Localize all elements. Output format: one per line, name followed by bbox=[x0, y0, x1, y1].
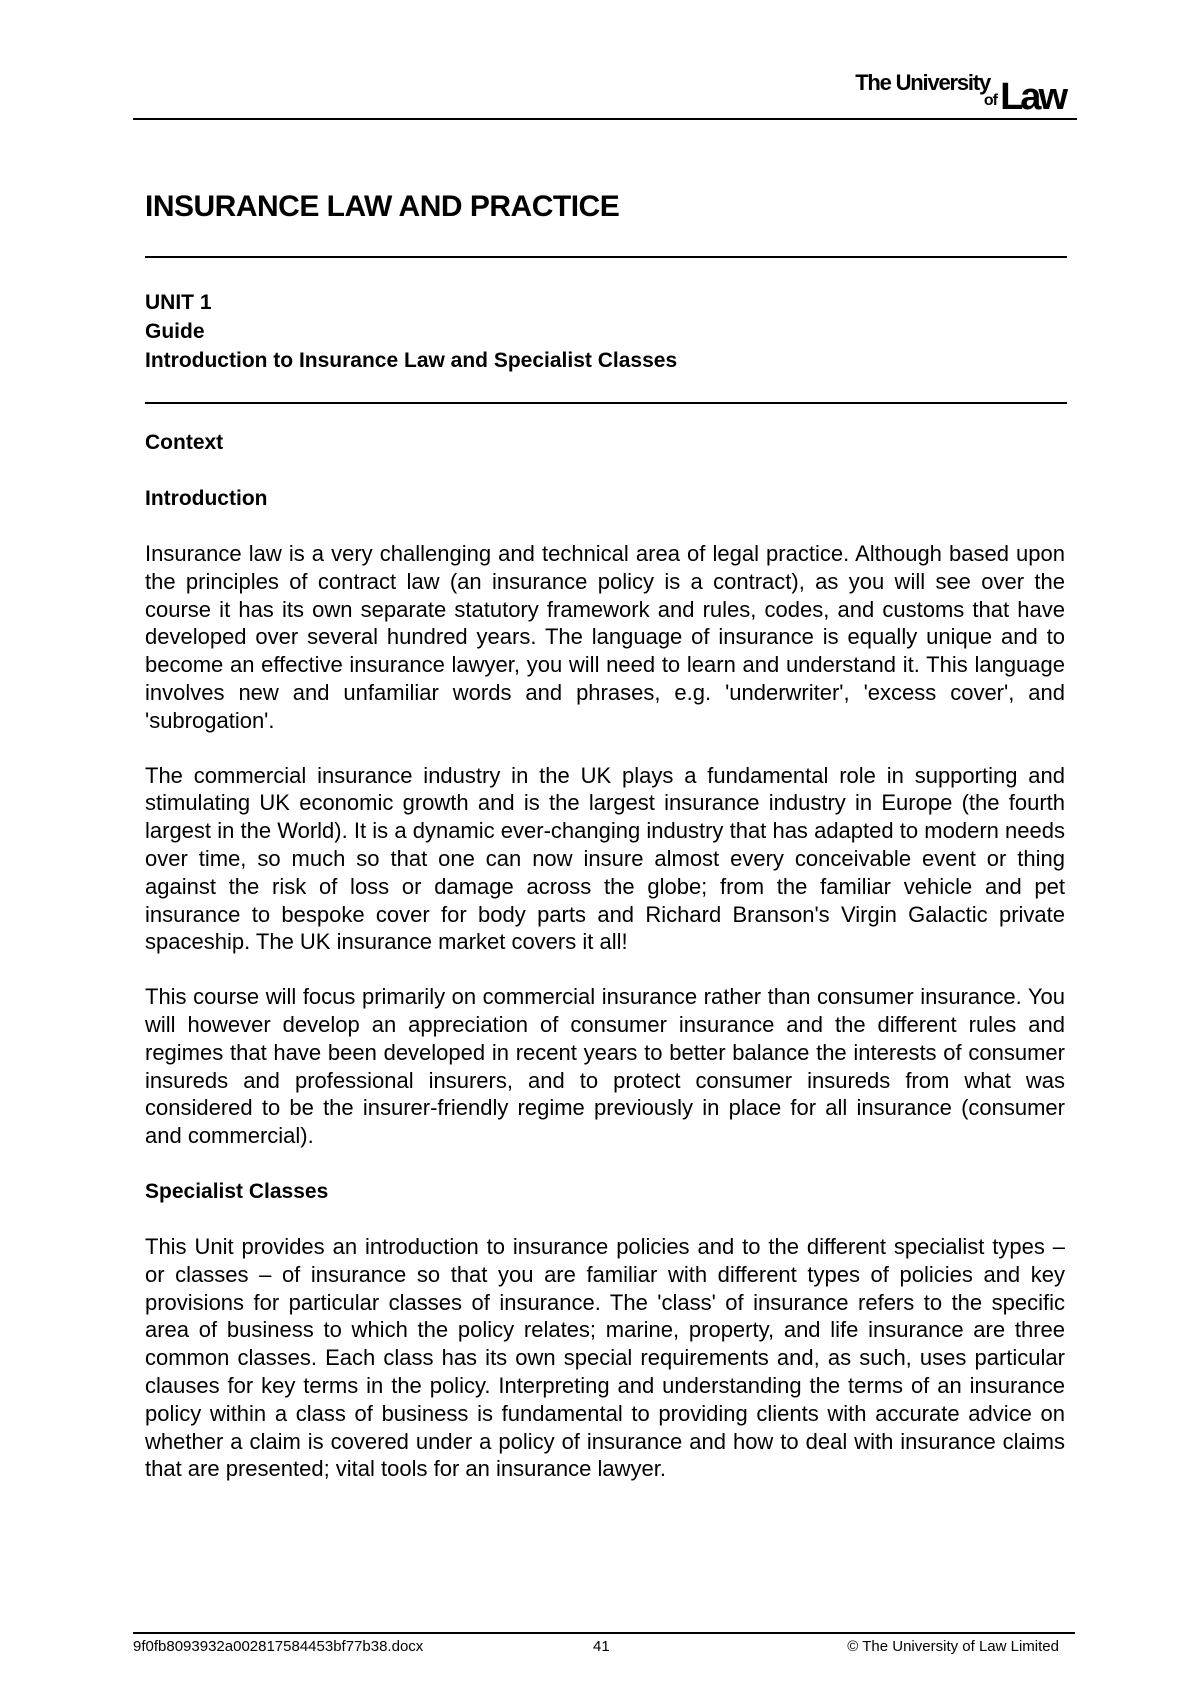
footer-page-number: 41 bbox=[593, 1638, 610, 1655]
specialist-paragraph-1: This Unit provides an introduction to insurance policies and to the different specialist types – or classes – of insurance so that you are familiar with different types of policies and key provisions for particular classes of insurance. The 'class' of insurance refers to the specific area of business to which the policy relates; marine, property, and life insurance are three common classes. Each class has its own special requirements and, as such, uses particular clauses for key terms in the policy. Interpreting and understanding the terms of an insurance policy within a class of business is fundamental to providing clients with accurate advice on whether a claim is covered under a policy of insurance and how to deal with insurance claims that are presented; vital tools for an insurance lawyer. bbox=[145, 1233, 1065, 1482]
footer-filename: 9f0fb8093932a002817584453bf77b38.docx bbox=[133, 1638, 424, 1655]
intro-paragraph-2: The commercial insurance industry in the UK plays a fundamental role in supporting and stimulating UK economic growth and is the largest insurance industry in Europe (the fourth largest in the World). It is a dynamic ever-changing industry that has adapted to modern needs over time, so much so that one can now insure almost every conceivable event or thing against the risk of loss or damage across the globe; from the familiar vehicle and pet insurance to bespoke cover for body parts and Richard Branson's Virgin Galactic private spaceship. The UK insurance market covers it all! bbox=[145, 762, 1065, 955]
footer-divider bbox=[133, 1632, 1075, 1634]
intro-paragraph-1: Insurance law is a very challenging and technical area of legal practice. Although based upon the principles of contract law (an insurance policy is a contract), as you will see over the course it has its own separate statutory framework and rules, codes, and customs that have developed over several hundred years. The language of insurance is equally unique and to become an effective insurance lawyer, you will need to learn and understand it. This language involves new and unfamiliar words and phrases, e.g. 'underwriter', 'excess cover', and 'subrogation'. bbox=[145, 541, 1065, 733]
document-title: INSURANCE LAW AND PRACTICE bbox=[145, 190, 620, 223]
unit-divider bbox=[145, 402, 1067, 404]
document-body bbox=[145, 428, 1065, 1510]
logo-text-of: of bbox=[983, 92, 997, 109]
title-divider bbox=[145, 256, 1067, 258]
university-logo bbox=[855, 70, 1065, 118]
unit-heading-block bbox=[145, 288, 677, 375]
intro-paragraph-3: This course will focus primarily on commercial insurance rather than consumer insurance. You will however develop an appreciation of consumer insurance and the different rules and regimes that have been developed in recent years to better balance the interests of consumer insureds and professional insurers, and to protect consumer insureds from what was considered to be the insurer-friendly regime previously in place for all insurance (consumer and commercial). bbox=[145, 984, 1065, 1149]
footer-copyright: © The University of Law Limited bbox=[847, 1638, 1059, 1655]
header-divider bbox=[133, 118, 1077, 120]
introduction-heading: Introduction bbox=[145, 487, 268, 510]
specialist-classes-heading: Specialist Classes bbox=[145, 1179, 329, 1203]
context-heading: Context bbox=[145, 431, 224, 454]
guide-label: Guide bbox=[145, 320, 205, 343]
logo-text-law: Law bbox=[1000, 76, 1065, 118]
logo-text-university: The University bbox=[855, 70, 990, 95]
unit-subtitle: Introduction to Insurance Law and Specialist Classes bbox=[145, 349, 678, 372]
unit-label: UNIT 1 bbox=[145, 291, 212, 314]
